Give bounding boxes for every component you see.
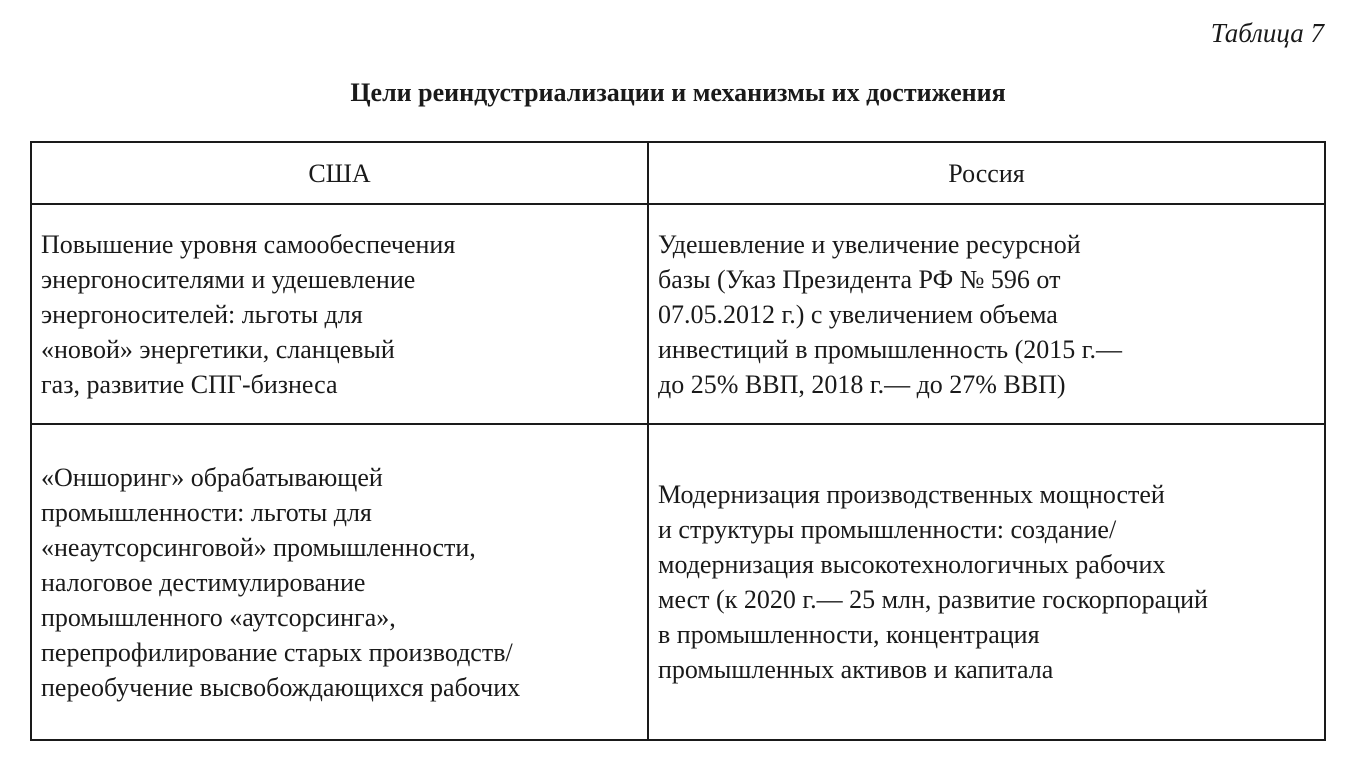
cell-text-line: в промышленности, концентрация [658, 620, 1040, 649]
cell-usa-onshoring [31, 424, 648, 740]
cell-text-line: газ, развитие СПГ-бизнеса [41, 369, 338, 399]
cell-text-line: промышленных активов и капитала [658, 655, 1054, 684]
table-row [31, 424, 1325, 740]
cell-text-line: промышленности: льготы для [41, 497, 372, 527]
cell-text-line: энергоносителей: льготы для [41, 299, 363, 329]
cell-text-line: «новой» энергетики, сланцевый [41, 334, 395, 364]
cell-russia-resource-base [648, 204, 1325, 424]
cell-text-line: Модернизация производственных мощностей [658, 480, 1165, 509]
cell-text-line: Удешевление и увеличение ресурсной [658, 229, 1081, 259]
table-number-label: Таблица 7 [1210, 18, 1324, 48]
cell-text-line: базы (Указ Президента РФ № 596 от [658, 264, 1061, 294]
reindustrialization-table [30, 141, 1326, 741]
column-header-russia: Россия [648, 142, 1325, 204]
cell-text-line: Повышение уровня самообеспечения [41, 229, 456, 259]
cell-text-line: до 25% ВВП, 2018 г.— до 27% ВВП) [658, 369, 1066, 399]
cell-text-line: налоговое дестимулирование [41, 567, 366, 597]
cell-text-line: переобучение высвобождающихся рабочих [41, 672, 521, 702]
cell-text-line: 07.05.2012 г.) с увеличением объема [658, 299, 1058, 329]
header-row [31, 142, 1325, 204]
cell-text-line: инвестиций в промышленность (2015 г.— [658, 334, 1122, 364]
cell-usa-energy [31, 204, 648, 424]
cell-text-line: «неаутсорсинговой» промышленности, [41, 532, 476, 562]
cell-text-line: промышленного «аутсорсинга», [41, 602, 396, 632]
cell-text-line: перепрофилирование старых производств/ [41, 637, 513, 667]
cell-text-line: и структуры промышленности: создание/ [658, 515, 1117, 544]
table-title: Цели реиндустриализации и механизмы их достижения [350, 78, 1006, 107]
cell-text-line: энергоносителями и удешевление [41, 264, 416, 294]
column-header-usa: США [31, 142, 648, 204]
cell-text-line: «Оншоринг» обрабатывающей [41, 462, 383, 492]
table-row [31, 204, 1325, 424]
cell-text-line: мест (к 2020 г.— 25 млн, развитие госкорпораций [658, 585, 1208, 614]
cell-russia-modernization [648, 424, 1325, 740]
cell-text-line: модернизация высокотехнологичных рабочих [658, 550, 1166, 579]
